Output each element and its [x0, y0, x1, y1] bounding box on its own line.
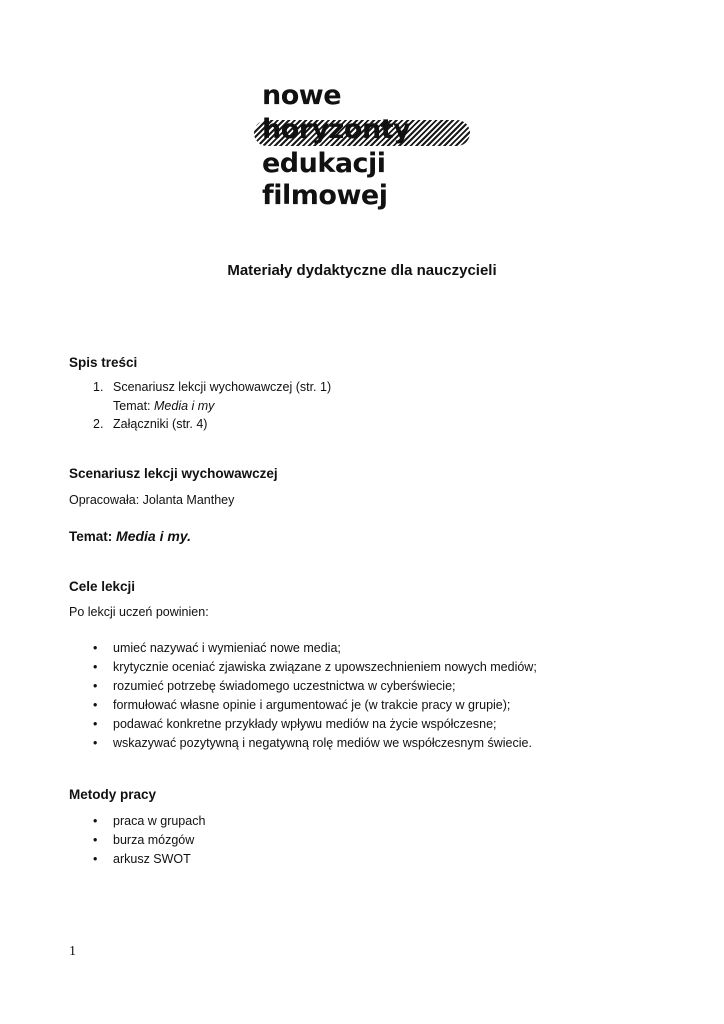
page-number: 1 — [69, 944, 76, 959]
bullet-marker: • — [93, 736, 98, 750]
toc-item-1 — [93, 380, 331, 394]
methods-heading: Metody pracy — [69, 787, 157, 802]
logo — [248, 78, 488, 211]
toc-topic-value: Media i my — [154, 399, 215, 413]
topic-value: Media i my. — [116, 528, 191, 544]
topic-label: Temat: — [69, 529, 113, 544]
goal-item: formułować własne opinie i argumentować je (w trakcie pracy w grupie); — [113, 698, 511, 712]
bullet-marker: • — [93, 833, 98, 847]
bullet-marker: • — [93, 717, 98, 731]
toc-item-text: Scenariusz lekcji wychowawczej (str. 1) — [113, 380, 332, 394]
logo-word-filmowej: filmowej — [262, 180, 388, 211]
bullet-marker: • — [93, 679, 98, 693]
bullet-marker: • — [93, 814, 98, 828]
toc-topic-label: Temat: — [113, 399, 151, 413]
goal-item: podawać konkretne przykłady wpływu mediów na życie współczesne; — [113, 717, 497, 731]
scenario-heading: Scenariusz lekcji wychowawczej — [69, 466, 278, 481]
toc-item-number: 2. — [93, 417, 104, 431]
toc-item-number: 1. — [93, 380, 104, 394]
method-item: arkusz SWOT — [113, 852, 191, 866]
goals-heading: Cele lekcji — [69, 579, 136, 594]
topic-line — [69, 528, 191, 544]
toc-item-text: Załączniki (str. 4) — [113, 417, 208, 431]
toc-heading: Spis treści — [69, 355, 138, 370]
toc-item-2 — [93, 417, 207, 431]
goal-item: umieć nazywać i wymieniać nowe media; — [113, 641, 341, 655]
bullet-marker: • — [93, 641, 98, 655]
logo-word-nowe: nowe — [262, 80, 342, 111]
goals-intro: Po lekcji uczeń powinien: — [69, 605, 209, 619]
toc-item-1-topic — [113, 399, 214, 413]
author-line: Opracowała: Jolanta Manthey — [69, 493, 235, 507]
goal-item: wskazywać pozytywną i negatywną rolę mediów we współczesnym świecie. — [113, 736, 532, 750]
bullet-marker: • — [93, 852, 98, 866]
method-item: burza mózgów — [113, 833, 195, 847]
document-title: Materiały dydaktyczne dla nauczycieli — [227, 262, 497, 279]
goal-item: krytycznie oceniać zjawiska związane z upowszechnieniem nowych mediów; — [113, 660, 537, 674]
method-item: praca w grupach — [113, 814, 206, 828]
logo-word-horyzonty: horyzonty — [262, 114, 411, 145]
bullet-marker: • — [93, 660, 98, 674]
bullet-marker: • — [93, 698, 98, 712]
goal-item: rozumieć potrzebę świadomego uczestnictwa w cyberświecie; — [113, 679, 456, 693]
logo-word-edukacji: edukacji — [262, 148, 386, 179]
